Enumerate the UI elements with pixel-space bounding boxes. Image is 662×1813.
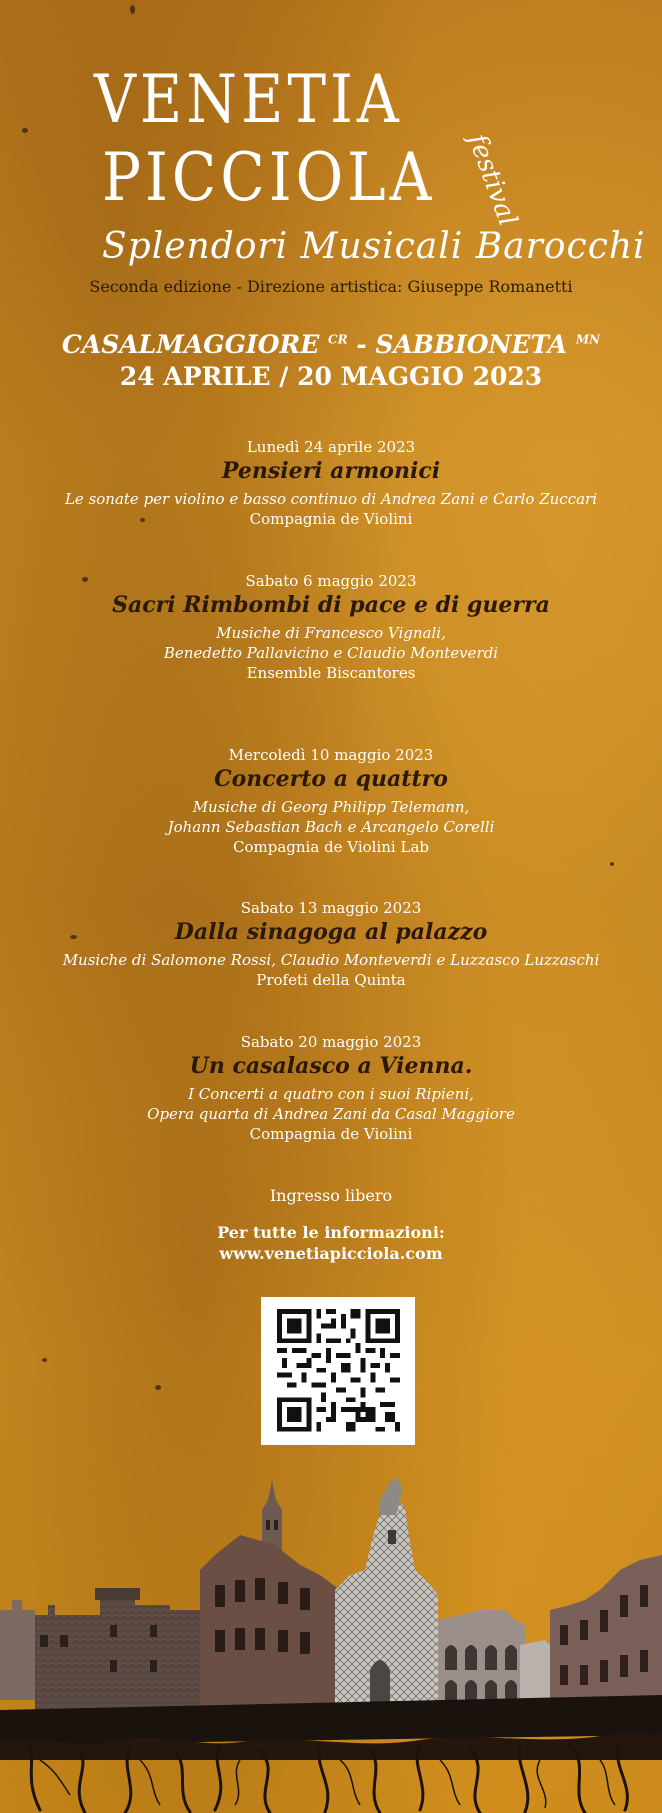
event-description: I Concerti a quatro con i suoi Ripieni, — [188, 1085, 474, 1103]
free-entry-note: Ingresso libero — [269, 1186, 393, 1205]
building-left — [0, 1600, 35, 1700]
event-date: Sabato 13 maggio 2023 — [240, 899, 422, 917]
paper-speck — [42, 1358, 47, 1362]
event-date: Sabato 20 maggio 2023 — [240, 1033, 422, 1051]
event-performer: Compagnia de Violini — [249, 1125, 413, 1143]
info-block — [0, 1222, 662, 1264]
event-description: Musiche di Salomone Rossi, Claudio Monteverdi e Luzzasco Luzzaschi — [62, 951, 600, 969]
event-performer: Ensemble Biscantores — [246, 664, 416, 682]
event-title: Un casalasco a Vienna. — [189, 1053, 473, 1079]
festival-dates: 24 APRILE / 20 MAGGIO 2023 — [119, 362, 543, 391]
qr-code[interactable] — [261, 1297, 415, 1445]
event-item — [0, 898, 662, 990]
cities-separator: - — [347, 330, 376, 359]
event-title: Dalla sinagoga al palazzo — [174, 919, 488, 945]
castle-building — [35, 1600, 200, 1715]
event-item — [0, 745, 662, 857]
event-description-line2: Johann Sebastian Bach e Arcangelo Corelli — [167, 818, 495, 836]
festival-logo — [90, 60, 646, 290]
paper-speck — [155, 1385, 161, 1390]
cities-line — [0, 330, 662, 359]
event-title: Sacri Rimbombi di pace e di guerra — [112, 592, 550, 618]
event-item — [0, 1032, 662, 1144]
event-date: Mercoledì 10 maggio 2023 — [228, 746, 434, 764]
event-date: Sabato 6 maggio 2023 — [245, 572, 417, 590]
event-title: Pensieri armonici — [221, 458, 441, 484]
event-title: Concerto a quattro — [214, 766, 448, 792]
province-mn: MN — [575, 332, 601, 347]
event-performer: Compagnia de Violini Lab — [232, 838, 430, 856]
city-sabbioneta: SABBIONETA — [375, 330, 568, 359]
website-link[interactable]: www.venetiapicciola.com — [219, 1244, 443, 1263]
event-description: Musiche di Francesco Vignali, — [216, 624, 446, 642]
logo-title-venetia: VENETIA — [94, 60, 403, 139]
province-cr: CR — [328, 332, 348, 347]
event-item — [0, 571, 662, 683]
city-casalmaggiore: CASALMAGGIORE — [61, 330, 320, 359]
palazzo — [200, 1535, 340, 1720]
event-performer: Profeti della Quinta — [256, 971, 406, 989]
event-description-line2: Opera quarta di Andrea Zani da Casal Maggiore — [147, 1105, 515, 1123]
logo-festival-word: festival — [461, 130, 523, 231]
event-performer: Compagnia de Violini — [249, 510, 413, 528]
paper-speck — [130, 5, 135, 14]
info-label: Per tutte le informazioni: — [217, 1223, 445, 1242]
event-item — [0, 437, 662, 529]
logo-subtitle: Splendori Musicali Barocchi — [102, 226, 646, 267]
paper-speck — [610, 862, 614, 866]
qr-code-icon — [261, 1297, 415, 1445]
paper-speck — [22, 128, 28, 133]
event-description: Le sonate per violino e basso continuo di Andrea Zani e Carlo Zuccari — [64, 490, 598, 508]
skyline-illustration — [0, 1460, 662, 1813]
direction-line: Seconda edizione - Direzione artistica: Giuseppe Romanetti — [89, 277, 573, 296]
event-description-line2: Benedetto Pallavicino e Claudio Monteverdi — [163, 644, 499, 662]
event-date: Lunedì 24 aprile 2023 — [246, 438, 416, 456]
event-description: Musiche di Georg Philipp Telemann, — [192, 798, 470, 816]
logo-title-picciola: PICCIOLA — [102, 138, 436, 217]
